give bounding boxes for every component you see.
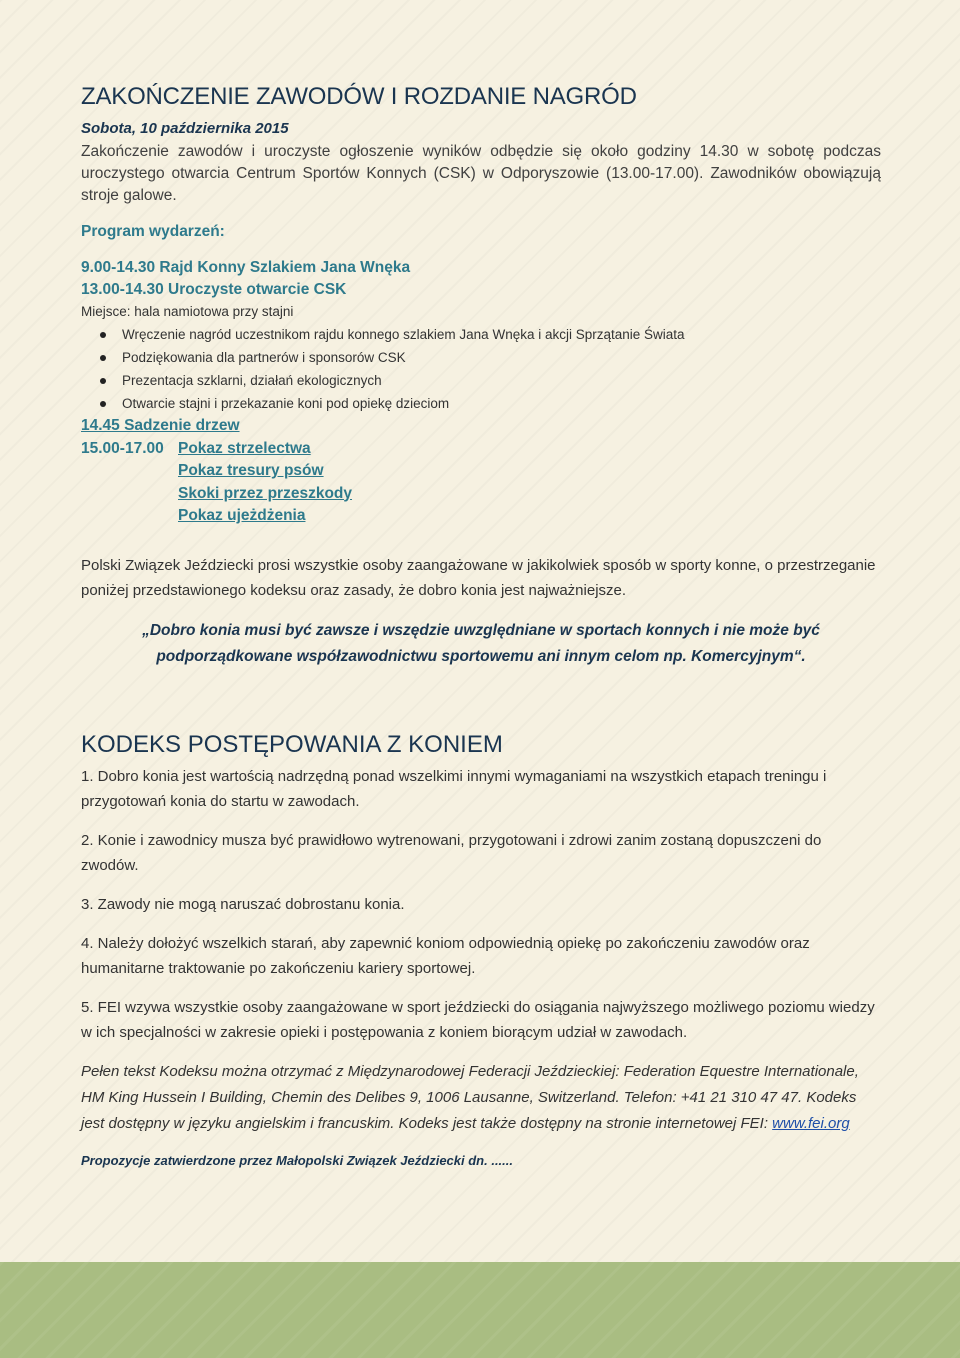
- intro-paragraph: Zakończenie zawodów i uroczyste ogłoszenie wyników odbędzie się około godziny 14.30 w sobotę podczas uroczystego otwarcia Centrum Sportów Konnych (CSK) w Odporyszowie (13.00-17.00). Zawodników obowiązują stroje galowe.: [81, 143, 881, 204]
- show-item: Pokaz strzelectwa: [178, 439, 311, 457]
- show-item: Pokaz tresury psów: [178, 462, 324, 479]
- section-title-code: KODEKS POSTĘPOWANIA Z KONIEM: [81, 730, 503, 758]
- approval-line: Propozycje zatwierdzone przez Małopolski Związek Jeździecki dn. ......: [81, 1152, 514, 1168]
- federation-paragraph: Polski Związek Jeździecki prosi wszystkie osoby zaangażowane w jakikolwiek sposób w sporty konne, o przestrzeganie poniżej przedstawionego kodeksu oraz zasady, że dobro konia jest najważniejsze.: [81, 556, 876, 599]
- quote-line: podporządkowane współzawodnictwu sportowemu ani innym celom np. Komercyjnym“.: [156, 647, 806, 665]
- opening-bullet-list: [81, 323, 881, 415]
- list-item: Podziękowania dla partnerów i sponsorów CSK: [81, 346, 881, 369]
- venue-text: Miejsce: hala namiotowa przy stajni: [81, 304, 294, 319]
- shows-time: 15.00-17.00: [81, 439, 164, 457]
- code-item: 5. FEI wzywa wszystkie osoby zaangażowane w sport jeździecki do osiągania najwyższego możliwego poziomu wiedzy w ich specjalności w zakresie opieki i postępowania z koniem biorącym udział w zawodach.: [81, 998, 875, 1041]
- footer-band: [0, 1262, 960, 1358]
- list-item: Prezentacja szklarni, działań ekologicznych: [81, 369, 881, 392]
- fei-note: [81, 1059, 881, 1137]
- code-item: 2. Konie i zawodnicy musza być prawidłowo wytrenowani, przygotowani i zdrowi zanim zostaną dopuszczeni do zwodów.: [81, 831, 822, 874]
- show-item: Skoki przez przeszkody: [178, 484, 353, 502]
- section-title-ceremony: ZAKOŃCZENIE ZAWODÓW I ROZDANIE NAGRÓD: [81, 83, 637, 110]
- list-item: Otwarcie stajni i przekazanie koni pod opiekę dzieciom: [81, 392, 881, 415]
- program-item-opening: 13.00-14.30 Uroczyste otwarcie CSK: [81, 281, 347, 298]
- code-item: 4. Należy dołożyć wszelkich starań, aby zapewnić koniom odpowiednią opiekę po zakończeniu zawodów oraz humanitarne traktowanie po zakończeniu kariery sportowej.: [81, 934, 810, 977]
- fei-note-text: Pełen tekst Kodeksu można otrzymać z Międzynarodowej Federacji Jeździeckiej: Federation Equestre Internationale, HM King Hussein I Building, Chemin des Delibes 9, 1006 Lausanne, Switzerland. Telefon: +41 21 310 47 47. Kodeks jest dostępny w języku angielskim i francuskim. Kodeks jest także dostępny na stronie internetowej FEI:: [81, 1062, 859, 1132]
- fei-link[interactable]: www.fei.org: [772, 1114, 850, 1132]
- quote-line: „Dobro konia musi być zawsze i wszędzie uwzględniane w sportach konnych i nie może być: [142, 621, 820, 639]
- program-shows-row: [81, 438, 881, 461]
- code-item: 1. Dobro konia jest wartością nadrzędną ponad wszelkimi innymi wymaganiami na wszystkich etapach treningu i przygotowań konia do startu w zawodach.: [81, 767, 827, 810]
- program-title: Program wydarzeń:: [81, 223, 225, 240]
- document-page: [81, 82, 881, 1171]
- program-item-trees: 14.45 Sadzenie drzew: [81, 417, 240, 434]
- code-item: 3. Zawody nie mogą naruszać dobrostanu konia.: [81, 895, 405, 913]
- show-item: Pokaz ujeżdżenia: [178, 507, 306, 524]
- program-item-rally: 9.00-14.30 Rajd Konny Szlakiem Jana Wnęka: [81, 259, 411, 276]
- event-date: Sobota, 10 października 2015: [81, 120, 289, 137]
- quote-block: [81, 618, 881, 670]
- list-item: Wręczenie nagród uczestnikom rajdu konnego szlakiem Jana Wnęka i akcji Sprzątanie Świata: [81, 323, 881, 346]
